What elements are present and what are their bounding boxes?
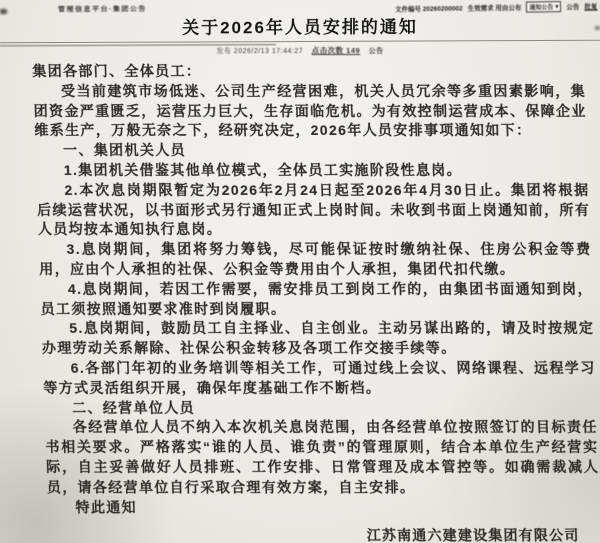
intro-paragraph: 受当前建筑市场低迷、公司生产经营困难，机关人员冗余等多重因素影响，集团资金严重匮乏，运营压力巨大，生存面临危机。为有效控制运营成本、保障企业维系生产，万般无奈之下，经研究决定，2026年人员安排事项通知如下： (33, 82, 587, 139)
chevron-down-icon: ▾ (554, 3, 559, 10)
category-dropdown-value: 通知公告 (528, 5, 554, 12)
section-1-item-6: 6.各部门年初的业务培训等相关工作，可通过线上会议、网络课程、远程学习等方式灵活组织开展，确保年度基础工作不断档。 (43, 359, 596, 396)
closing-notice: 特此通知 (75, 498, 138, 515)
category-dropdown[interactable] (526, 1, 561, 12)
header-stamp-left: 管理信息平台·集团公告 (57, 5, 147, 13)
photo-edge-smudge (0, 9, 7, 14)
publish-datetime: 2026/2/13 17:44:27 (233, 48, 304, 55)
section-1-item-2: 2.本次息岗期限暂定为2026年2月24日起至2026年4月30日止。集团将根据后续运营状况，以书面形式另行通知正式上岗时间。未收到书面上岗通知前，所有人员均按本通知执行息岗。 (36, 181, 591, 238)
notice-body (32, 62, 600, 543)
publish-meta (0, 45, 600, 56)
salutation: 集团各部门、全体员工： (32, 63, 202, 79)
section-1-item-1: 1.集团机关借鉴其他单位模式，全体员工实施阶段性息岗。 (63, 161, 463, 178)
page-title: 关于2026年人员安排的通知 (182, 17, 418, 38)
publish-prefix: 发布 (216, 48, 232, 55)
view-count: 点击次数 149 (311, 46, 361, 55)
section-1-item-4: 4.息岗期间，若因工作需要，需安排员工到岗工作的，由集团书面通知到岗，员工须按照通知要求准时到岗履职。 (40, 280, 594, 317)
doc-number: 文件编号 20260200002 (394, 5, 463, 14)
header-tag-reply: 批复 (583, 3, 598, 11)
meta-tag: 公告 (368, 48, 384, 55)
doc-status: 生效需求 用由公布 (467, 4, 522, 13)
section-2-heading: 二、经营单位人员 (71, 399, 196, 416)
section-1-item-5: 5.息岗期间，鼓励员工自主择业、自主创业。主动另谋出路的，请及时按规定办理劳动关系解除、社保公积金转移及各项工作交接手续等。 (41, 320, 595, 357)
section-1-heading: 一、集团机关人员 (62, 142, 187, 159)
section-2-paragraph: 各经营单位人员不纳入本次机关息岗范围，由各经营单位按照签订的目标责任书相关要求。严格落实“谁的人员、谁负责”的管理原则，结合本单位生产经营实际，自主妥善做好人员排班、工作安排、日常管理及成本管控等。如确需裁减人员，请各经营单位自行采取合理有效方案，自主安排。 (45, 419, 600, 495)
signature-block (48, 526, 600, 543)
header-tag-announcement: 公告 (565, 3, 580, 12)
section-1-item-3: 3.息岗期间，集团将努力筹钱，尽可能保证按时缴纳社保、住房公积金等费用，应由个人承担的社保、公积金等费用由个人承担，集团代扣代缴。 (38, 241, 592, 277)
signature-company: 江苏南通六建建设集团有限公司 (366, 527, 580, 543)
